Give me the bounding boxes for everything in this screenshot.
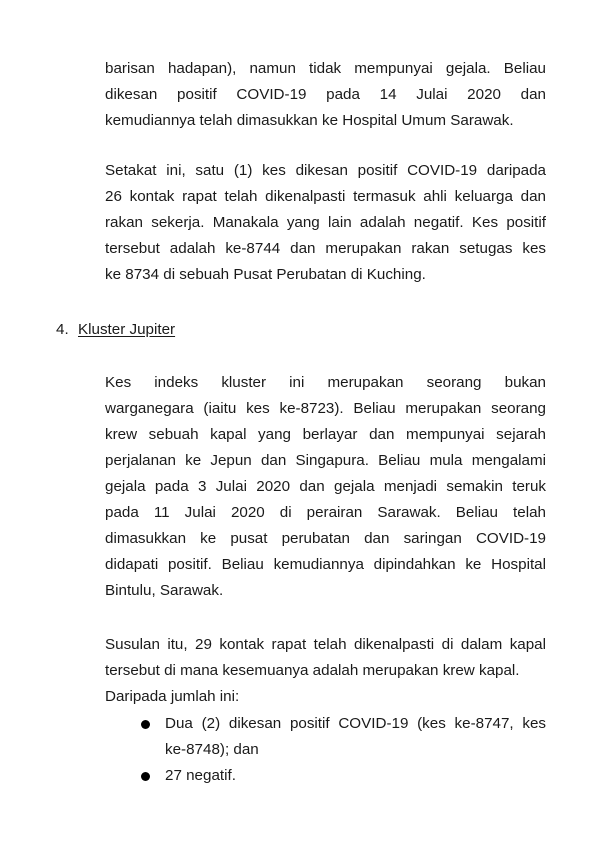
bullet-icon bbox=[141, 720, 150, 729]
bullet-icon bbox=[141, 772, 150, 781]
text-line: Daripada jumlah ini: bbox=[105, 688, 240, 705]
list-item bbox=[139, 763, 546, 789]
text-line: warganegara (iaitu kes ke-8723). Beliau merupakan seorang bbox=[105, 400, 546, 417]
bullet-list bbox=[139, 711, 546, 789]
text-line: didapati positif. Beliau kemudiannya dipindahkan ke Hospital bbox=[105, 556, 546, 573]
paragraph-followup bbox=[105, 632, 546, 710]
section-heading bbox=[56, 319, 175, 341]
text-line: pada 11 Julai 2020 di perairan Sarawak. Beliau telah bbox=[105, 504, 546, 521]
section-number: 4. bbox=[56, 321, 69, 338]
paragraph-contacts bbox=[105, 158, 546, 288]
text-line: dimasukkan ke pusat perubatan dan saringan COVID-19 bbox=[105, 530, 546, 547]
text-line: 27 negatif. bbox=[165, 767, 236, 784]
text-line: rakan sekerja. Manakala yang lain adalah negatif. Kes positif bbox=[105, 214, 546, 231]
text-line: barisan hadapan), namun tidak mempunyai gejala. Beliau bbox=[105, 60, 546, 77]
text-line: Susulan itu, 29 kontak rapat telah dikenalpasti di dalam kapal bbox=[105, 636, 546, 653]
text-line: Dua (2) dikesan positif COVID-19 (kes ke-8747, kes bbox=[165, 715, 546, 732]
text-line: Setakat ini, satu (1) kes dikesan positif COVID-19 daripada bbox=[105, 162, 546, 179]
paragraph-index-case bbox=[105, 370, 546, 604]
text-line: gejala pada 3 Julai 2020 dan gejala menjadi semakin teruk bbox=[105, 478, 546, 495]
text-line: ke 8734 di sebuah Pusat Perubatan di Kuching. bbox=[105, 266, 426, 283]
text-line: tersebut adalah ke-8744 dan merupakan rakan setugas kes bbox=[105, 240, 546, 257]
text-line: kemudiannya telah dimasukkan ke Hospital Umum Sarawak. bbox=[105, 112, 514, 129]
list-item bbox=[139, 711, 546, 763]
section-title: Kluster Jupiter bbox=[78, 321, 176, 338]
text-line: perjalanan ke Jepun dan Singapura. Beliau mula mengalami bbox=[105, 452, 546, 469]
text-line: Kes indeks kluster ini merupakan seorang bukan bbox=[105, 374, 546, 391]
text-line: 26 kontak rapat telah dikenalpasti termasuk ahli keluarga dan bbox=[105, 188, 546, 205]
paragraph-continuation bbox=[105, 56, 546, 134]
text-line: tersebut di mana kesemuanya adalah merupakan krew kapal. bbox=[105, 662, 520, 679]
text-line: krew sebuah kapal yang berlayar dan mempunyai sejarah bbox=[105, 426, 546, 443]
text-line: Bintulu, Sarawak. bbox=[105, 582, 224, 599]
text-line: ke-8748); dan bbox=[165, 741, 259, 758]
text-line: dikesan positif COVID-19 pada 14 Julai 2020 dan bbox=[105, 86, 546, 103]
